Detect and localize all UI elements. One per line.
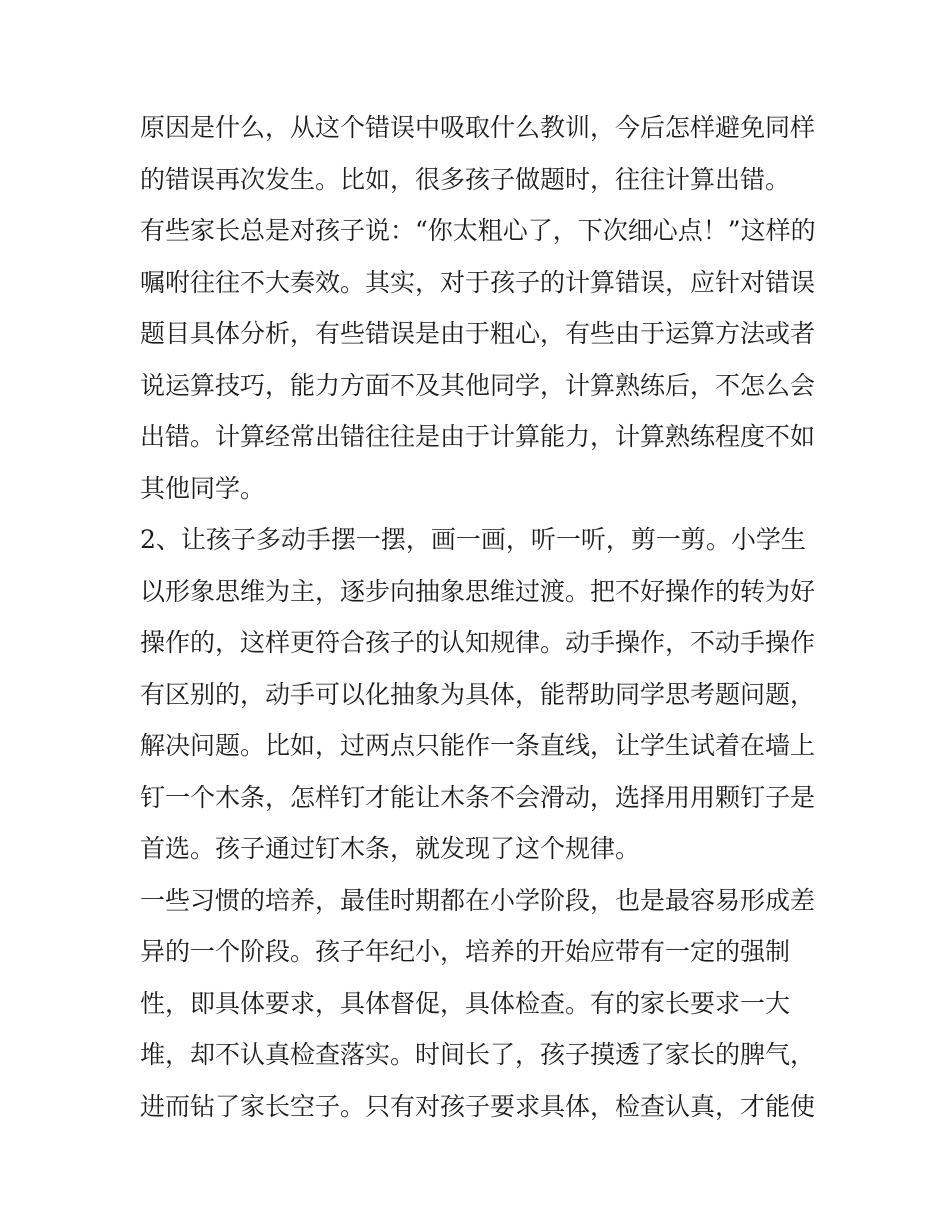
text-line: 说运算技巧，能力方面不及其他同学，计算熟练后，不怎么会 <box>140 370 816 400</box>
text-line: 原因是什么，从这个错误中吸取什么教训，今后怎样避免同样 <box>140 113 816 142</box>
body-text <box>140 102 820 1132</box>
text-line: 操作的，这样更符合孩子的认知规律。动手操作，不动手操作 <box>140 628 816 657</box>
text-line: 以形象思维为主，逐步向抽象思维过渡。把不好操作的转为好 <box>140 576 816 606</box>
text-line: 其他同学。 <box>140 473 266 503</box>
text-line: 解决问题。比如，过两点只能作一条直线，让学生试着在墙上 <box>140 731 816 760</box>
text-line: 堆，却不认真检查落实。时间长了，孩子摸透了家长的脾气， <box>140 1040 816 1069</box>
text-line: 钉一个木条，怎样钉才能让木条不会滑动，选择用用颗钉子是 <box>140 782 816 812</box>
text-line: 一些习惯的培养，最佳时期都在小学阶段，也是最容易形成差 <box>140 885 816 915</box>
text-line: 2、让孩子多动手摆一摆，画一画，听一听，剪一剪。小学生 <box>140 525 806 554</box>
text-line: 异的一个阶段。孩子年纪小，培养的开始应带有一定的强制 <box>140 937 791 966</box>
text-line: 题目具体分析，有些错误是由于粗心，有些由于运算方法或者 <box>140 319 816 348</box>
text-line: 的错误再次发生。比如，很多孩子做题时，往往计算出错。 <box>140 164 791 194</box>
text-line: 进而钻了家长空子。只有对孩子要求具体，检查认真，才能使 <box>140 1091 816 1121</box>
text-line: 嘱咐往往不大奏效。其实，对于孩子的计算错误，应针对错误 <box>140 267 816 297</box>
text-line: 有区别的，动手可以化抽象为具体，能帮助同学思考题问题， <box>140 679 816 709</box>
text-line: 首选。孩子通过钉木条，就发现了这个规律。 <box>140 834 641 863</box>
text-line: 有些家长总是对孩子说：“你太粗心了，下次细心点！”这样的 <box>140 216 816 245</box>
text-line: 出错。计算经常出错往往是由于计算能力，计算熟练程度不如 <box>140 422 816 451</box>
text-line: 性，即具体要求，具体督促，具体检查。有的家长要求一大 <box>140 988 791 1018</box>
